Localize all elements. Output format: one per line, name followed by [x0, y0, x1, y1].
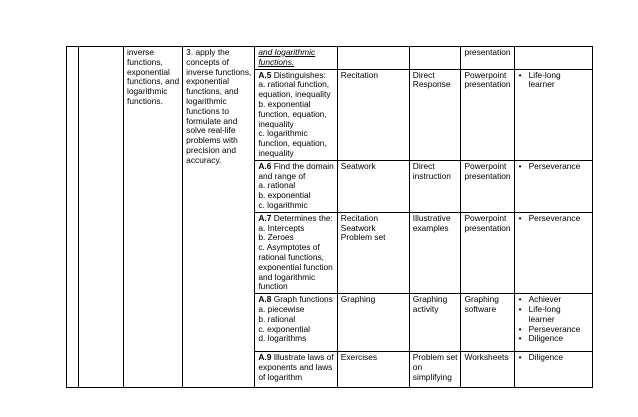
material-cell: Powerpoint presentation — [461, 212, 514, 293]
strategy-cell: Illustrative examples — [409, 212, 461, 293]
values-cell — [514, 352, 592, 388]
list-item: • Perseverance — [518, 325, 589, 335]
lesson-plan-table — [66, 46, 593, 388]
values-cell — [514, 294, 592, 352]
material-cell: Powerpoint presentation — [461, 160, 514, 212]
blank-column-cell — [79, 47, 124, 388]
list-item: • Life-long learner — [518, 71, 589, 91]
values-cell — [514, 212, 592, 293]
list-item: • Diligence — [518, 353, 589, 363]
list-item: • Life-long learner — [518, 305, 589, 325]
strategy-cell — [409, 47, 461, 70]
material-cell: Powerpoint presentation — [461, 69, 514, 160]
list-item: • Diligence — [518, 334, 589, 344]
content-cell: and logarithmic functions. — [255, 47, 337, 70]
content-cell: A.5 Distinguishes: a. rational function, equation, inequality b. exponential function, equation, inequality c. logarithmic function, equation, inequality — [255, 69, 337, 160]
activity-cell: Exercises — [337, 352, 409, 388]
competency-cell: inverse functions, exponential functions, and logarithmic functions. — [124, 47, 183, 388]
content-cell: A.9 Illustrate laws of exponents and laws of logarithm — [255, 352, 337, 388]
activity-cell: Recitation — [337, 69, 409, 160]
values-cell — [514, 47, 592, 70]
list-item: • Achiever — [518, 295, 589, 305]
strategy-cell: Direct Response — [409, 69, 461, 160]
blank-column-cell — [67, 47, 79, 388]
activity-cell: Graphing — [337, 294, 409, 352]
values-cell — [514, 160, 592, 212]
material-cell: Worksheets — [461, 352, 514, 388]
values-cell — [514, 69, 592, 160]
content-cell: A.8 Graph functions a. piecewise b. rational c. exponential d. logarithms — [255, 294, 337, 352]
content-cell: A.7 Determines the: a. Intercepts b. Zeroes c. Asymptotes of rational functions, exponential function and logarithmic function — [255, 212, 337, 293]
strategy-cell: Direct instruction — [409, 160, 461, 212]
material-cell: Graphing software — [461, 294, 514, 352]
content-cell: A.6 Find the domain and range of a. rational b. exponential c. logarithmic — [255, 160, 337, 212]
table-row — [67, 47, 593, 70]
material-cell: presentation — [461, 47, 514, 70]
activity-cell: Seatwork — [337, 160, 409, 212]
strategy-cell: Graphing activity — [409, 294, 461, 352]
activity-cell — [337, 47, 409, 70]
strategy-cell: Problem set on simplifying — [409, 352, 461, 388]
list-item: • Perseverance — [518, 162, 589, 172]
objective-cell: 3. apply the concepts of inverse functions, exponential functions, and logarithmic functions to formulate and solve real-life problems with precision and accuracy. — [183, 47, 255, 388]
activity-cell: Recitation Seatwork Problem set — [337, 212, 409, 293]
list-item: • Perseverance — [518, 214, 589, 224]
